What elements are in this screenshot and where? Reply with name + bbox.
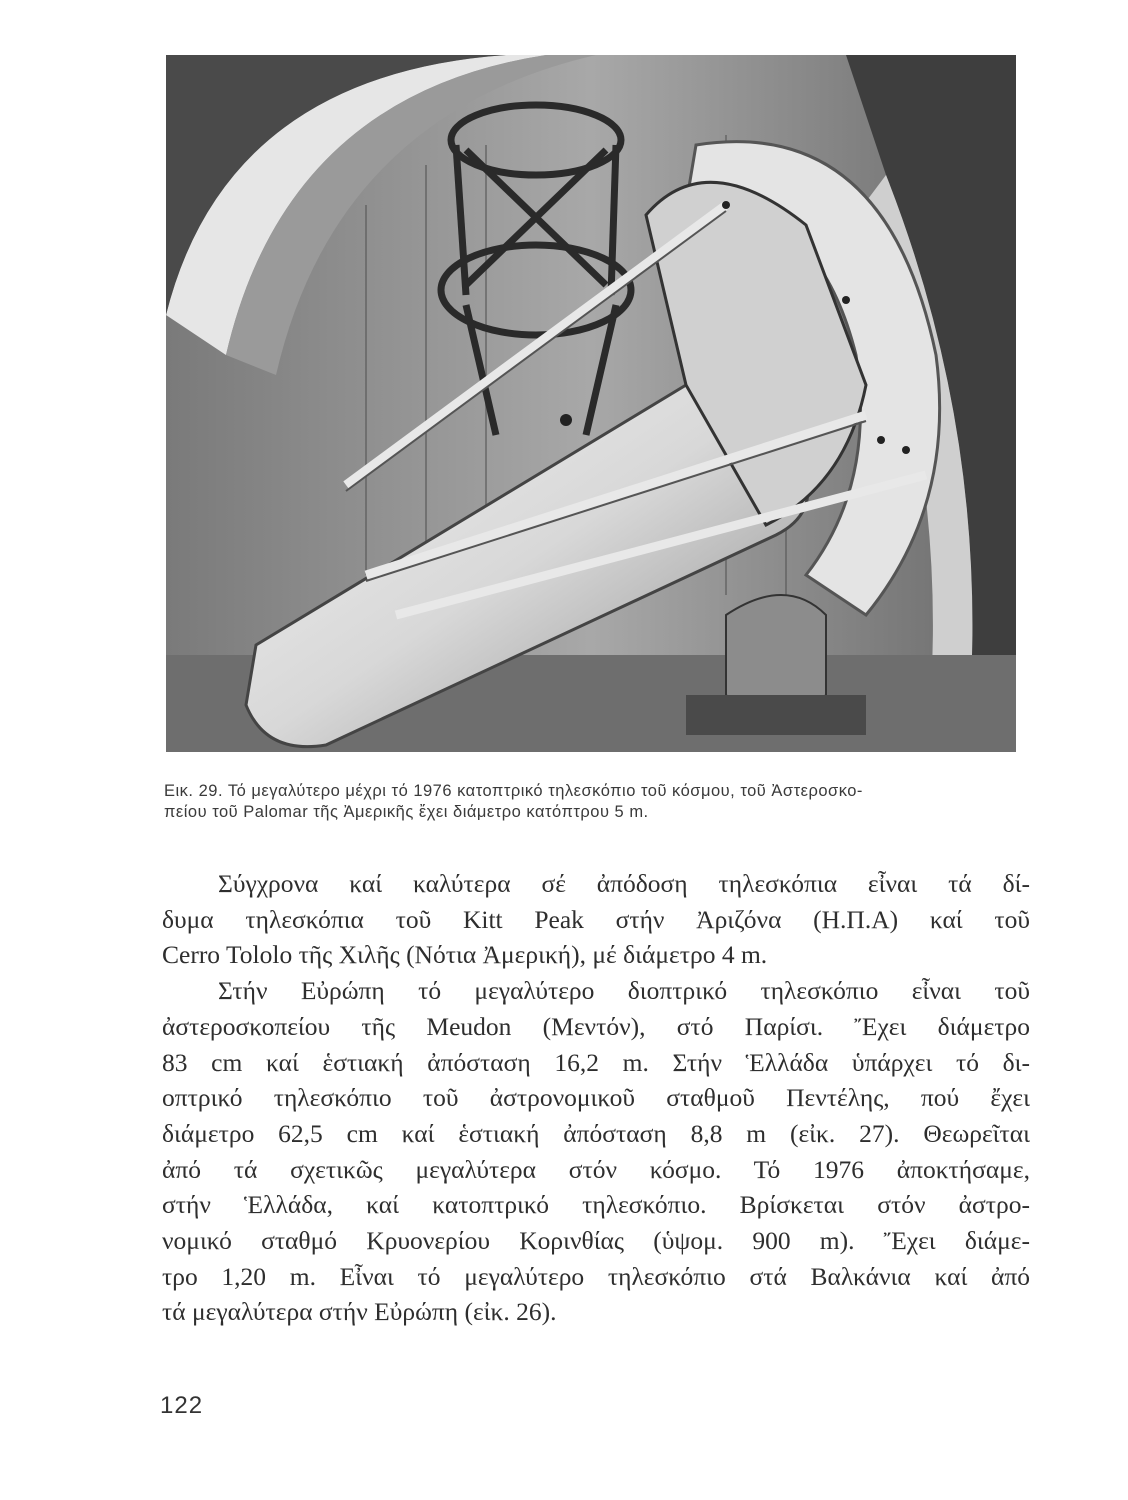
body-line: οπτρικό τηλεσκόπιο τοῦ ἀστρονομικοῦ σταθμοῦ Πεντέλης, πού ἔχει [162, 1083, 1030, 1113]
body-line: ἀστεροσκοπείου τῆς Meudon (Μεντόν), στό Παρίσι. Ἔχει διάμετρο [162, 1011, 1030, 1041]
body-line: νομικό σταθμό Κρυονερίου Κορινθίας (ὑψομ. 900 m). Ἔχει διάμε- [162, 1226, 1030, 1256]
figure-caption [164, 781, 1044, 823]
body-line: Σύγχρονα καί καλύτερα σέ ἀπόδοση τηλεσκόπια εἶναι τά δί- [218, 869, 1030, 898]
body-line: Cerro Tololo τῆς Χιλῆς (Νότια Ἀμερική), μέ διάμετρο 4 m. [162, 940, 768, 970]
caption-line: Εικ. 29. Τό μεγαλύτερο μέχρι τό 1976 κατοπτρικό τηλεσκόπιο τοῦ κόσμου, τοῦ Ἀστεροσκο- [164, 782, 863, 800]
page-number: 122 [160, 1392, 204, 1419]
body-line: διάμετρο 62,5 cm καί ἑστιακή ἀπόσταση 8,8 m (εἰκ. 27). Θεωρεῖται [162, 1118, 1030, 1148]
body-line: Στήν Εὐρώπη τό μεγαλύτερο διοπτρικό τηλεσκόπιο εἶναι τοῦ [218, 976, 1030, 1006]
body-line: τρο 1,20 m. Εἶναι τό μεγαλύτερο τηλεσκόπιο στά Βαλκάνια καί ἀπό [162, 1261, 1030, 1291]
body-line: 83 cm καί ἑστιακή ἀπόσταση 16,2 m. Στήν Ἑλλάδα ὑπάρχει τό δι- [162, 1047, 1030, 1077]
body-line: δυμα τηλεσκόπια τοῦ Kitt Peak στήν Ἀριζόνα (Η.Π.Α) καί τοῦ [162, 904, 1030, 934]
body-line: ἀπό τά σχετικῶς μεγαλύτερα στόν κόσμο. Τό 1976 ἀποκτήσαμε, [162, 1154, 1030, 1184]
caption-line: πείου τοῦ Palomar τῆς Ἀμερικῆς ἔχει διάμετρο κατόπτρου 5 m. [164, 803, 649, 821]
body-paragraphs [162, 866, 1030, 1330]
telescope-photo [166, 55, 1016, 752]
body-line: τά μεγαλύτερα στήν Εὐρώπη (εἰκ. 26). [162, 1297, 557, 1327]
body-line: στήν Ἑλλάδα, καί κατοπτρικό τηλεσκόπιο. Βρίσκεται στόν ἀστρο- [162, 1190, 1030, 1220]
